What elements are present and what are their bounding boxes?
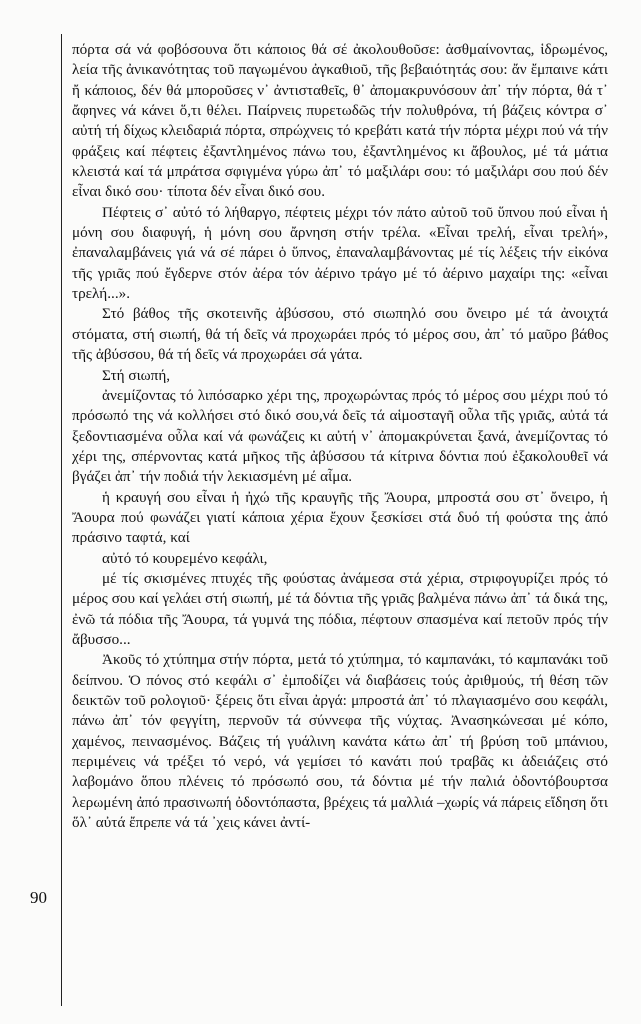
margin-rule [61,34,62,1006]
paragraph-9: Ἀκοῦς τό χτύπημα στήν πόρτα, μετά τό χτύπημα, τό καμπανάκι, τό καμπανάκι τοῦ δείπνου. Ὁ πόνος στό κεφάλι σ᾽ ἐμποδίζει νά διαβάσεις τούς ἀριθμούς, τή θέση τῶν δεικτῶν τοῦ ρολογιοῦ· ξέρεις ὅτι εἶναι ἀργά: μπροστά ἀπ᾽ τό πλαγιασμένο σου κεφάλι, πάνω ἀπ᾽ τόν φεγγίτη, περνοῦν τά σύννεφα τῆς νύχτας. Ἀνασηκώνεσαι μέ κόπο, χαμένος, πεινασμένος. Βάζεις τή γυάλινη κανάτα κάτω ἀπ᾽ τή βρύση τοῦ μπάνιου, περιμένεις νά τρέξει τό νερό, νά γεμίσει τό κανάτι πού τραβᾶς κι ἀδειάζεις στό λαβομάνο ὅπου πλένεις τό πρόσωπό σου, τά δόντια μέ τήν παλιά ὀδοντόβουρτσα λερωμένη ἀπό πρασινωπή ὀδοντόπαστα, βρέχεις τά μαλλιά –χωρίς νά πάρεις εἴδηση ὅτι ὅλ᾽ αὐτά ἔπρεπε νά τά ᾽χεις κάνει ἀντί- [72,651,608,832]
paragraph-1: πόρτα σά νά φοβόσουνα ὅτι κάποιος θά σέ ἀκολουθοῦσε: ἀσθμαίνοντας, ἱδρωμένος, λεία τῆς ἀνικανότητας τοῦ παγωμένου ἀγκαθιοῦ, τῆς βεβαιότητάς σου: ἄν ἔμπαινε κάτι ἤ κάποιος, δέν θά μποροῦσες ν᾽ ἀντισταθεῖς, θ᾽ ἀπομακρυνόσουν ἀπ᾽ τήν πόρτα, θά τ᾽ ἄφηνες νά κάνει ὅ,τι θέλει. Παίρνεις πυρετωδῶς τήν πολυθρόνα, τή βάζεις κόντρα σ᾽ αὐτή τή δίχως κλειδαριά πόρτα, σπρώχνεις τό κρεβάτι κατά τήν πόρτα μέχρι πού νά τήν φράξεις καί πέφτεις ἐξαντλημένος πάνω του, ἐξαντλημένος κι ἄβουλος, μέ τά μάτια κλειστά καί τά μπράτσα σφιγμένα γύρω ἀπ᾽ τό μαξιλάρι σου: τό μαξιλάρι σου πού δέν εἶναι δικό σου· τίποτα δέν εἶναι δικό σου. [72,41,608,201]
paragraph-6: ἡ κραυγή σου εἶναι ἡ ἠχώ τῆς κραυγῆς τῆς Ἄουρα, μπροστά σου στ᾽ ὄνειρο, ἡ Ἄουρα πού φωνάζει γιατί κάποια χέρια ἔχουν ξεσκίσει στά δυό τή φούστα της ἀπό πράσινο ταφτά, καί [72,488,608,547]
body-text [72,40,608,833]
paragraph-3: Στό βάθος τῆς σκοτεινῆς ἀβύσσου, στό σιωπηλό σου ὄνειρο μέ τά ἀνοιχτά στόματα, στή σιωπή, θά τή δεῖς νά προχωράει πρός τό μέρος σου, ἀπ᾽ τό μαῦρο βάθος τῆς ἀβύσσου, θά τή δεῖς νά προχωράει σά γάτα. [72,305,608,364]
paragraph-5: ἀνεμίζοντας τό λιπόσαρκο χέρι της, προχωρώντας πρός τό μέρος σου μέχρι πού τό πρόσωπό της νά κολλήσει στό δικό σου,νά δεῖς τά αἱμοσταγῆ οὖλα τῆς γριᾶς, αὐτά τά ξεδοντιασμένα οὖλα καί νά φωνάζεις κι αὐτή ν᾽ ἀπομακρύνεται ξανά, ἀνεμίζοντας τό χέρι της, σπέρνοντας κατά μῆκος τῆς ἀβύσσου τά κίτρινα δόντια πού ἐξακολουθεῖ νά βγάζει ἀπ᾽ τήν ποδιά τήν λεκιασμένη μέ αἷμα. [72,386,608,486]
paragraph-4: Στή σιωπή, [102,366,171,384]
paragraph-7: αὐτό τό κουρεμένο κεφάλι, [102,549,268,567]
paragraph-2: Πέφτεις σ᾽ αὐτό τό λήθαργο, πέφτεις μέχρι τόν πάτο αὐτοῦ τοῦ ὕπνου πού εἶναι ἡ μόνη σου διαφυγή, ἡ μόνη σου ἄρνηση στήν τρέλα. «Εἶναι τρελή, εἶναι τρελή», ἐπαναλαμβάνεις γιά νά σέ πάρει ὁ ὕπνος, ἐπαναλαμβάνοντας μέ τίς λέξεις τήν εἰκόνα τῆς γριᾶς πού ἔγδερνε στόν ἀέρα τόν ἀέρινο τράγο μέ τό ἀέρινο μαχαίρι της: «εἶναι τρελή...». [72,203,608,303]
page-number: 90 [30,888,47,907]
paragraph-8: μέ τίς σκισμένες πτυχές τῆς φούστας ἀνάμεσα στά χέρια, στριφογυρίζει πρός τό μέρος σου καί γελάει στή σιωπή, μέ τά δόντια τῆς γριᾶς βαλμένα πάνω ἀπ᾽ τά δικά της, ἐνῶ τά πόδια τῆς Ἄουρα, τά γυμνά της πόδια, πέφτουν σπασμένα καί πετοῦν πρός τήν ἄβυσσο... [72,569,608,648]
